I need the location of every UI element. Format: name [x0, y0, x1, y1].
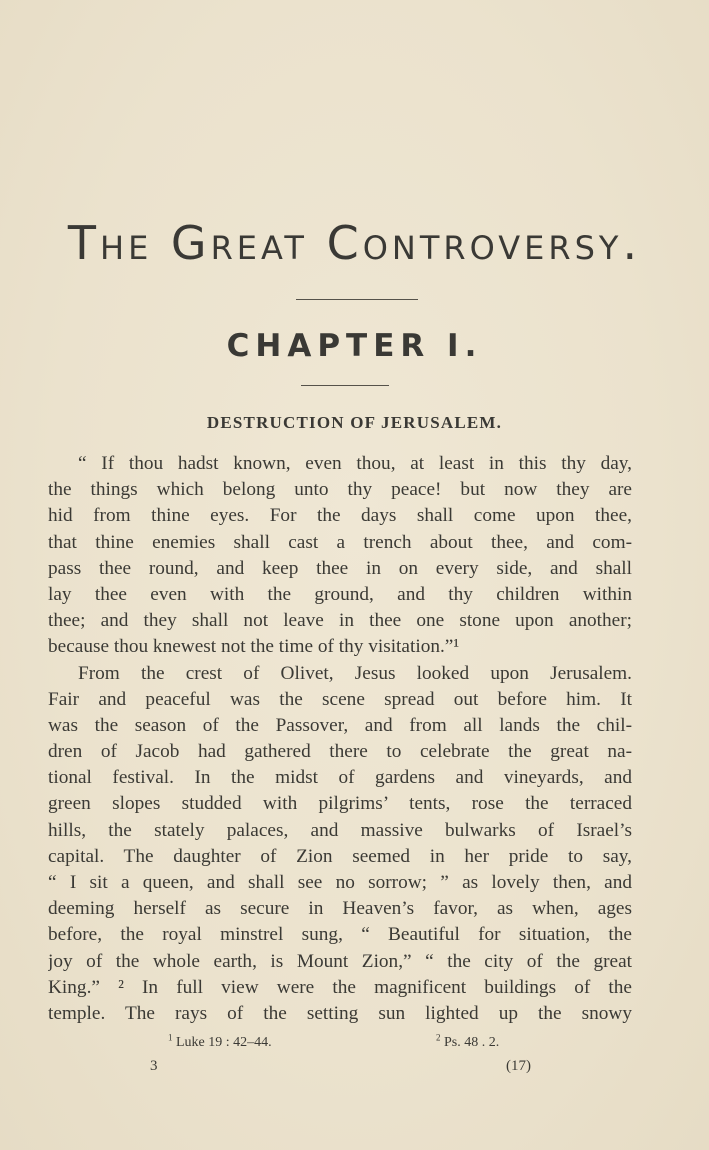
title-divider	[296, 299, 418, 300]
signature-mark: 3	[150, 1058, 158, 1074]
book-title: The Great Controversy.	[67, 216, 642, 270]
chapter-divider	[301, 385, 389, 386]
text-line: Fair and peaceful was the scene spread out before him. It	[48, 688, 632, 710]
chapter-heading: CHAPTER I.	[226, 328, 483, 364]
text-line: before, the royal minstrel sung, “ Beautiful for situation, the	[48, 924, 632, 946]
text-line: hid from thine eyes. For the days shall come upon thee,	[48, 505, 632, 527]
body-text	[48, 451, 632, 1027]
text-line: hills, the stately palaces, and massive bulwarks of Israel’s	[48, 819, 632, 841]
footnote-1-text: Luke 19 : 42–44.	[176, 1035, 272, 1050]
footnote-1	[168, 1034, 272, 1052]
text-line: lay thee even with the ground, and thy children within	[48, 583, 632, 605]
footnote-2	[436, 1034, 499, 1052]
text-line: capital. The daughter of Zion seemed in her pride to say,	[48, 845, 632, 867]
text-line: “ If thou hadst known, even thou, at least in this thy day,	[78, 453, 632, 474]
footnote-1-marker: 1	[168, 1032, 173, 1043]
text-line: “ I sit a queen, and shall see no sorrow; ” as lovely then, and	[48, 872, 632, 893]
text-line: green slopes studded with pilgrims’ tents, rose the terraced	[48, 793, 632, 815]
footnote-2-text: Ps. 48 . 2.	[444, 1035, 500, 1050]
text-line: King.” ² In full view were the magnificent buildings of the	[48, 976, 632, 998]
text-line: temple. The rays of the setting sun lighted up the snowy	[48, 1002, 632, 1024]
text-line: pass thee round, and keep thee in on every side, and shall	[48, 557, 632, 579]
text-line: thee; and they shall not leave in thee one stone upon another;	[48, 610, 632, 632]
text-line: was the season of the Passover, and from all lands the chil-	[48, 714, 632, 736]
text-line: joy of the whole earth, is Mount Zion,” “ the city of the great	[48, 950, 632, 972]
section-heading: DESTRUCTION OF JERUSALEM.	[206, 413, 503, 432]
page-number: (17)	[506, 1058, 531, 1074]
text-line: because thou knewest not the time of thy visitation.”¹	[48, 636, 460, 658]
footnote-2-marker: 2	[436, 1032, 441, 1043]
text-line: tional festival. In the midst of gardens and vineyards, and	[48, 767, 632, 789]
text-line: dren of Jacob had gathered there to celebrate the great na-	[48, 741, 632, 763]
text-line: that thine enemies shall cast a trench about thee, and com-	[48, 531, 632, 553]
text-line: From the crest of Olivet, Jesus looked upon Jerusalem.	[78, 662, 632, 684]
text-line: the things which belong unto thy peace! but now they are	[48, 479, 632, 501]
text-line: deeming herself as secure in Heaven’s favor, as when, ages	[48, 898, 632, 920]
